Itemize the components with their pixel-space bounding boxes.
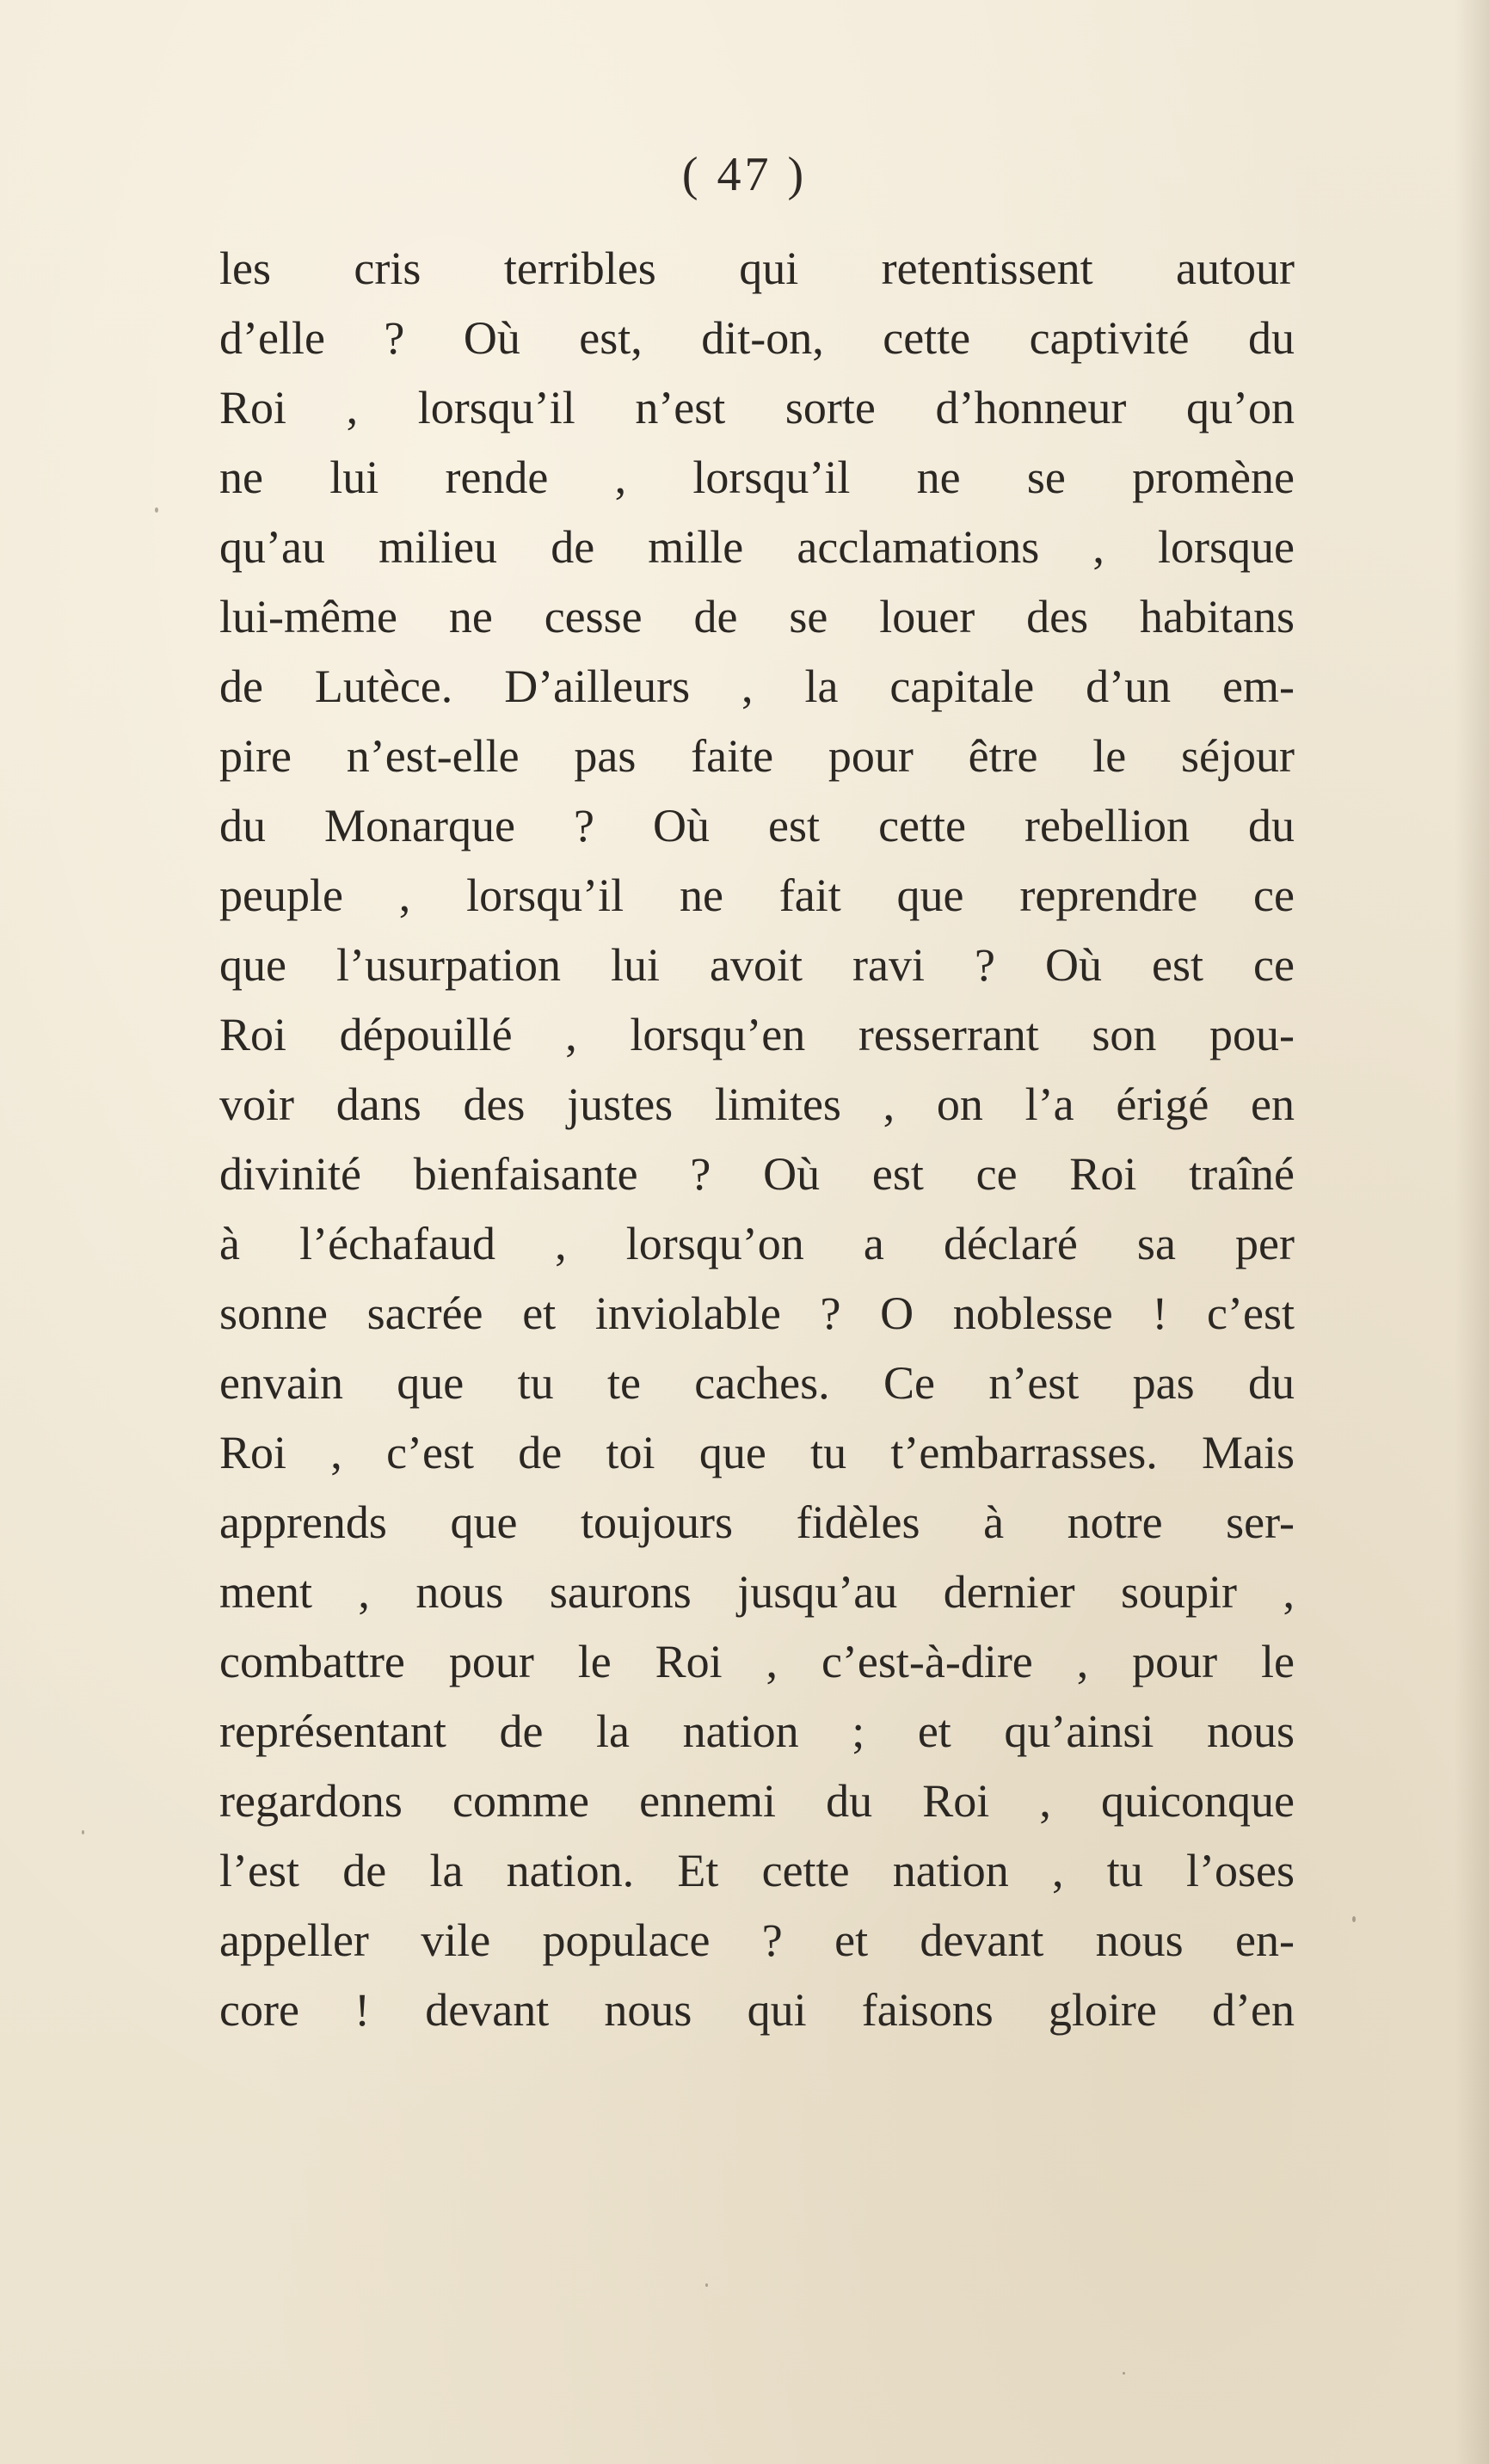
- text-line: représentant de la nation ; et qu’ainsi nous: [219, 1705, 1295, 1757]
- text-line: peuple , lorsqu’il ne fait que reprendre ce: [219, 869, 1295, 921]
- text-line: l’est de la nation. Et cette nation , tu l’oses: [219, 1845, 1295, 1896]
- text-line: apprends que toujours fidèles à notre ser-: [219, 1496, 1295, 1548]
- text-line: pire n’est-elle pas faite pour être le séjour: [219, 730, 1295, 782]
- text-line: divinité bienfaisante ? Où est ce Roi traîné: [219, 1148, 1295, 1200]
- text-line: ne lui rende , lorsqu’il ne se promène: [219, 452, 1295, 503]
- text-line: Roi , c’est de toi que tu t’embarrasses. Mais: [219, 1427, 1295, 1478]
- text-line: que l’usurpation lui avoit ravi ? Où est ce: [219, 939, 1295, 991]
- text-line: qu’au milieu de mille acclamations , lorsque: [219, 521, 1295, 573]
- text-line: envain que tu te caches. Ce n’est pas du: [219, 1357, 1295, 1409]
- text-line: d’elle ? Où est, dit-on, cette captivité du: [219, 312, 1295, 364]
- paper-speck: [82, 1830, 84, 1834]
- text-line: appeller vile populace ? et devant nous en-: [219, 1914, 1295, 1966]
- text-line: à l’échafaud , lorsqu’on a déclaré sa per: [219, 1218, 1295, 1269]
- paper-speck: [1123, 2372, 1125, 2375]
- text-line: sonne sacrée et inviolable ? O noblesse ! c’est: [219, 1287, 1295, 1339]
- text-line: core ! devant nous qui faisons gloire d’en: [219, 1984, 1295, 2036]
- text-line: Roi , lorsqu’il n’est sorte d’honneur qu’on: [219, 382, 1295, 433]
- text-line: Roi dépouillé , lorsqu’en resserrant son pou-: [219, 1009, 1295, 1060]
- text-line: de Lutèce. D’ailleurs , la capitale d’un em-: [219, 661, 1295, 712]
- text-line: voir dans des justes limites , on l’a érigé en: [219, 1078, 1295, 1130]
- text-line: combattre pour le Roi , c’est-à-dire , pour le: [219, 1636, 1295, 1687]
- paper-speck: [155, 507, 158, 513]
- body-text: [219, 234, 1295, 2045]
- paper-speck: [1352, 1916, 1356, 1922]
- text-line: lui-même ne cesse de se louer des habitans: [219, 591, 1295, 642]
- text-line: du Monarque ? Où est cette rebellion du: [219, 800, 1295, 851]
- paper-speck: [705, 2283, 708, 2287]
- text-line: les cris terribles qui retentissent autour: [219, 243, 1295, 294]
- text-line: ment , nous saurons jusqu’au dernier soupir ,: [219, 1566, 1295, 1618]
- text-line: regardons comme ennemi du Roi , quiconque: [219, 1775, 1295, 1827]
- page-number: ( 47 ): [681, 148, 808, 201]
- page-edge-shadow: [1455, 0, 1489, 2464]
